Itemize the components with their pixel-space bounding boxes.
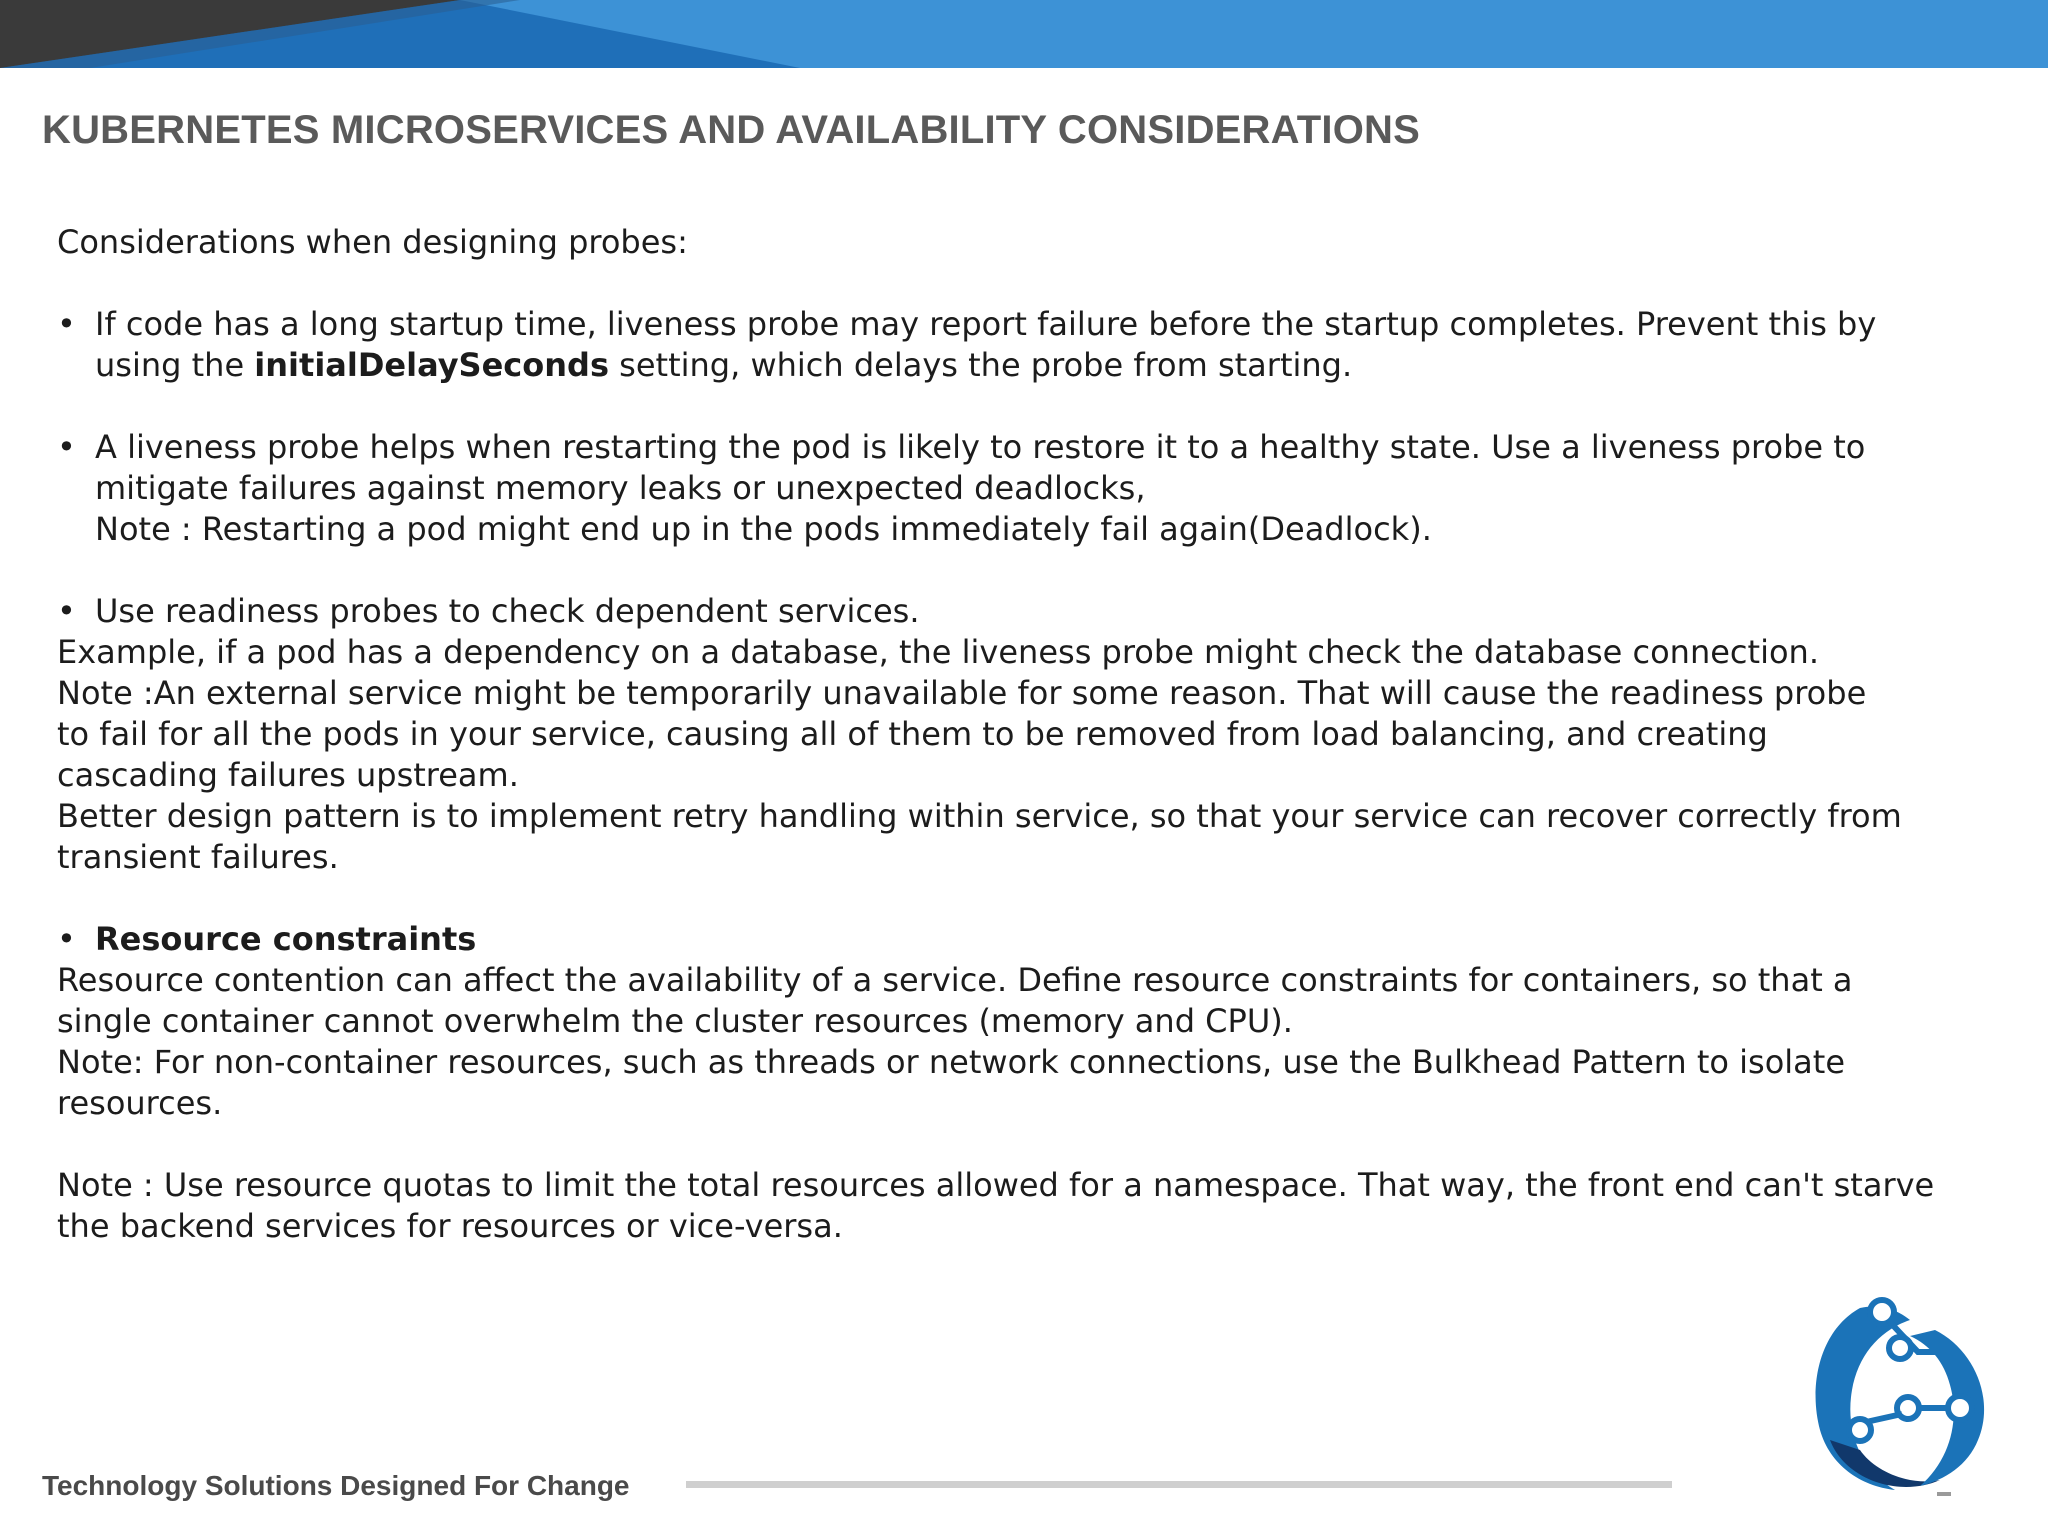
bullet-text: using the initialDelaySeconds setting, which delays the probe from starting.	[95, 346, 1353, 384]
initial-delay-seconds-term: initialDelaySeconds	[254, 346, 609, 384]
bullet-text: • A liveness probe helps when restarting the pod is likely to restore it to a healthy state. Use a liveness probe to	[95, 428, 1866, 466]
note-text: to fail for all the pods in your service, causing all of them to be removed from load balancing, and creating	[57, 715, 1768, 753]
footer-tagline: Technology Solutions Designed For Change	[42, 1470, 630, 1501]
example-text: Example, if a pod has a dependency on a database, the liveness probe might check the database connection.	[57, 633, 1819, 671]
bullet-text: • If code has a long startup time, liveness probe may report failure before the startup completes. Prevent this by	[95, 305, 1877, 343]
page-number-mark	[1937, 1492, 1951, 1496]
body-text: single container cannot overwhelm the cluster resources (memory and CPU).	[57, 1002, 1293, 1040]
note-text: resources.	[57, 1084, 223, 1122]
bullet-liveness-probe	[57, 427, 2017, 550]
bullet-startup-time	[57, 304, 2017, 386]
header-banner	[0, 0, 2048, 68]
circular-swirl-logo-icon	[1790, 1290, 2000, 1500]
bullet-text: mitigate failures against memory leaks or unexpected deadlocks,	[95, 469, 1146, 507]
note-text: Note :An external service might be temporarily unavailable for some reason. That will cause the readiness probe	[57, 674, 1867, 712]
footer-divider	[686, 1481, 1672, 1488]
slide-body	[57, 222, 2017, 1247]
bullet-resource-constraints	[57, 919, 2017, 960]
bullet-note: Note : Restarting a pod might end up in the pods immediately fail again(Deadlock).	[95, 510, 1432, 548]
note-text: Note: For non-container resources, such as threads or network connections, use the Bulkhead Pattern to isolate	[57, 1043, 1846, 1081]
slide-title: KUBERNETES MICROSERVICES AND AVAILABILITY CONSIDERATIONS	[42, 108, 1420, 152]
body-text: Resource contention can affect the availability of a service. Define resource constraints for containers, so that a	[57, 961, 1853, 999]
body-text: Better design pattern is to implement retry handling within service, so that your service can recover correctly from	[57, 797, 1902, 835]
body-text: transient failures.	[57, 838, 339, 876]
note-text: the backend services for resources or vice-versa.	[57, 1207, 843, 1245]
note-text: cascading failures upstream.	[57, 756, 519, 794]
bullet-text: • Use readiness probes to check dependent services.	[95, 592, 920, 630]
bullet-readiness-probe	[57, 591, 2017, 632]
note-text: Note : Use resource quotas to limit the total resources allowed for a namespace. That way, the front end can't starve	[57, 1166, 1935, 1204]
bullet-heading: • Resource constraints	[95, 920, 477, 958]
intro-text: Considerations when designing probes:	[57, 223, 688, 261]
